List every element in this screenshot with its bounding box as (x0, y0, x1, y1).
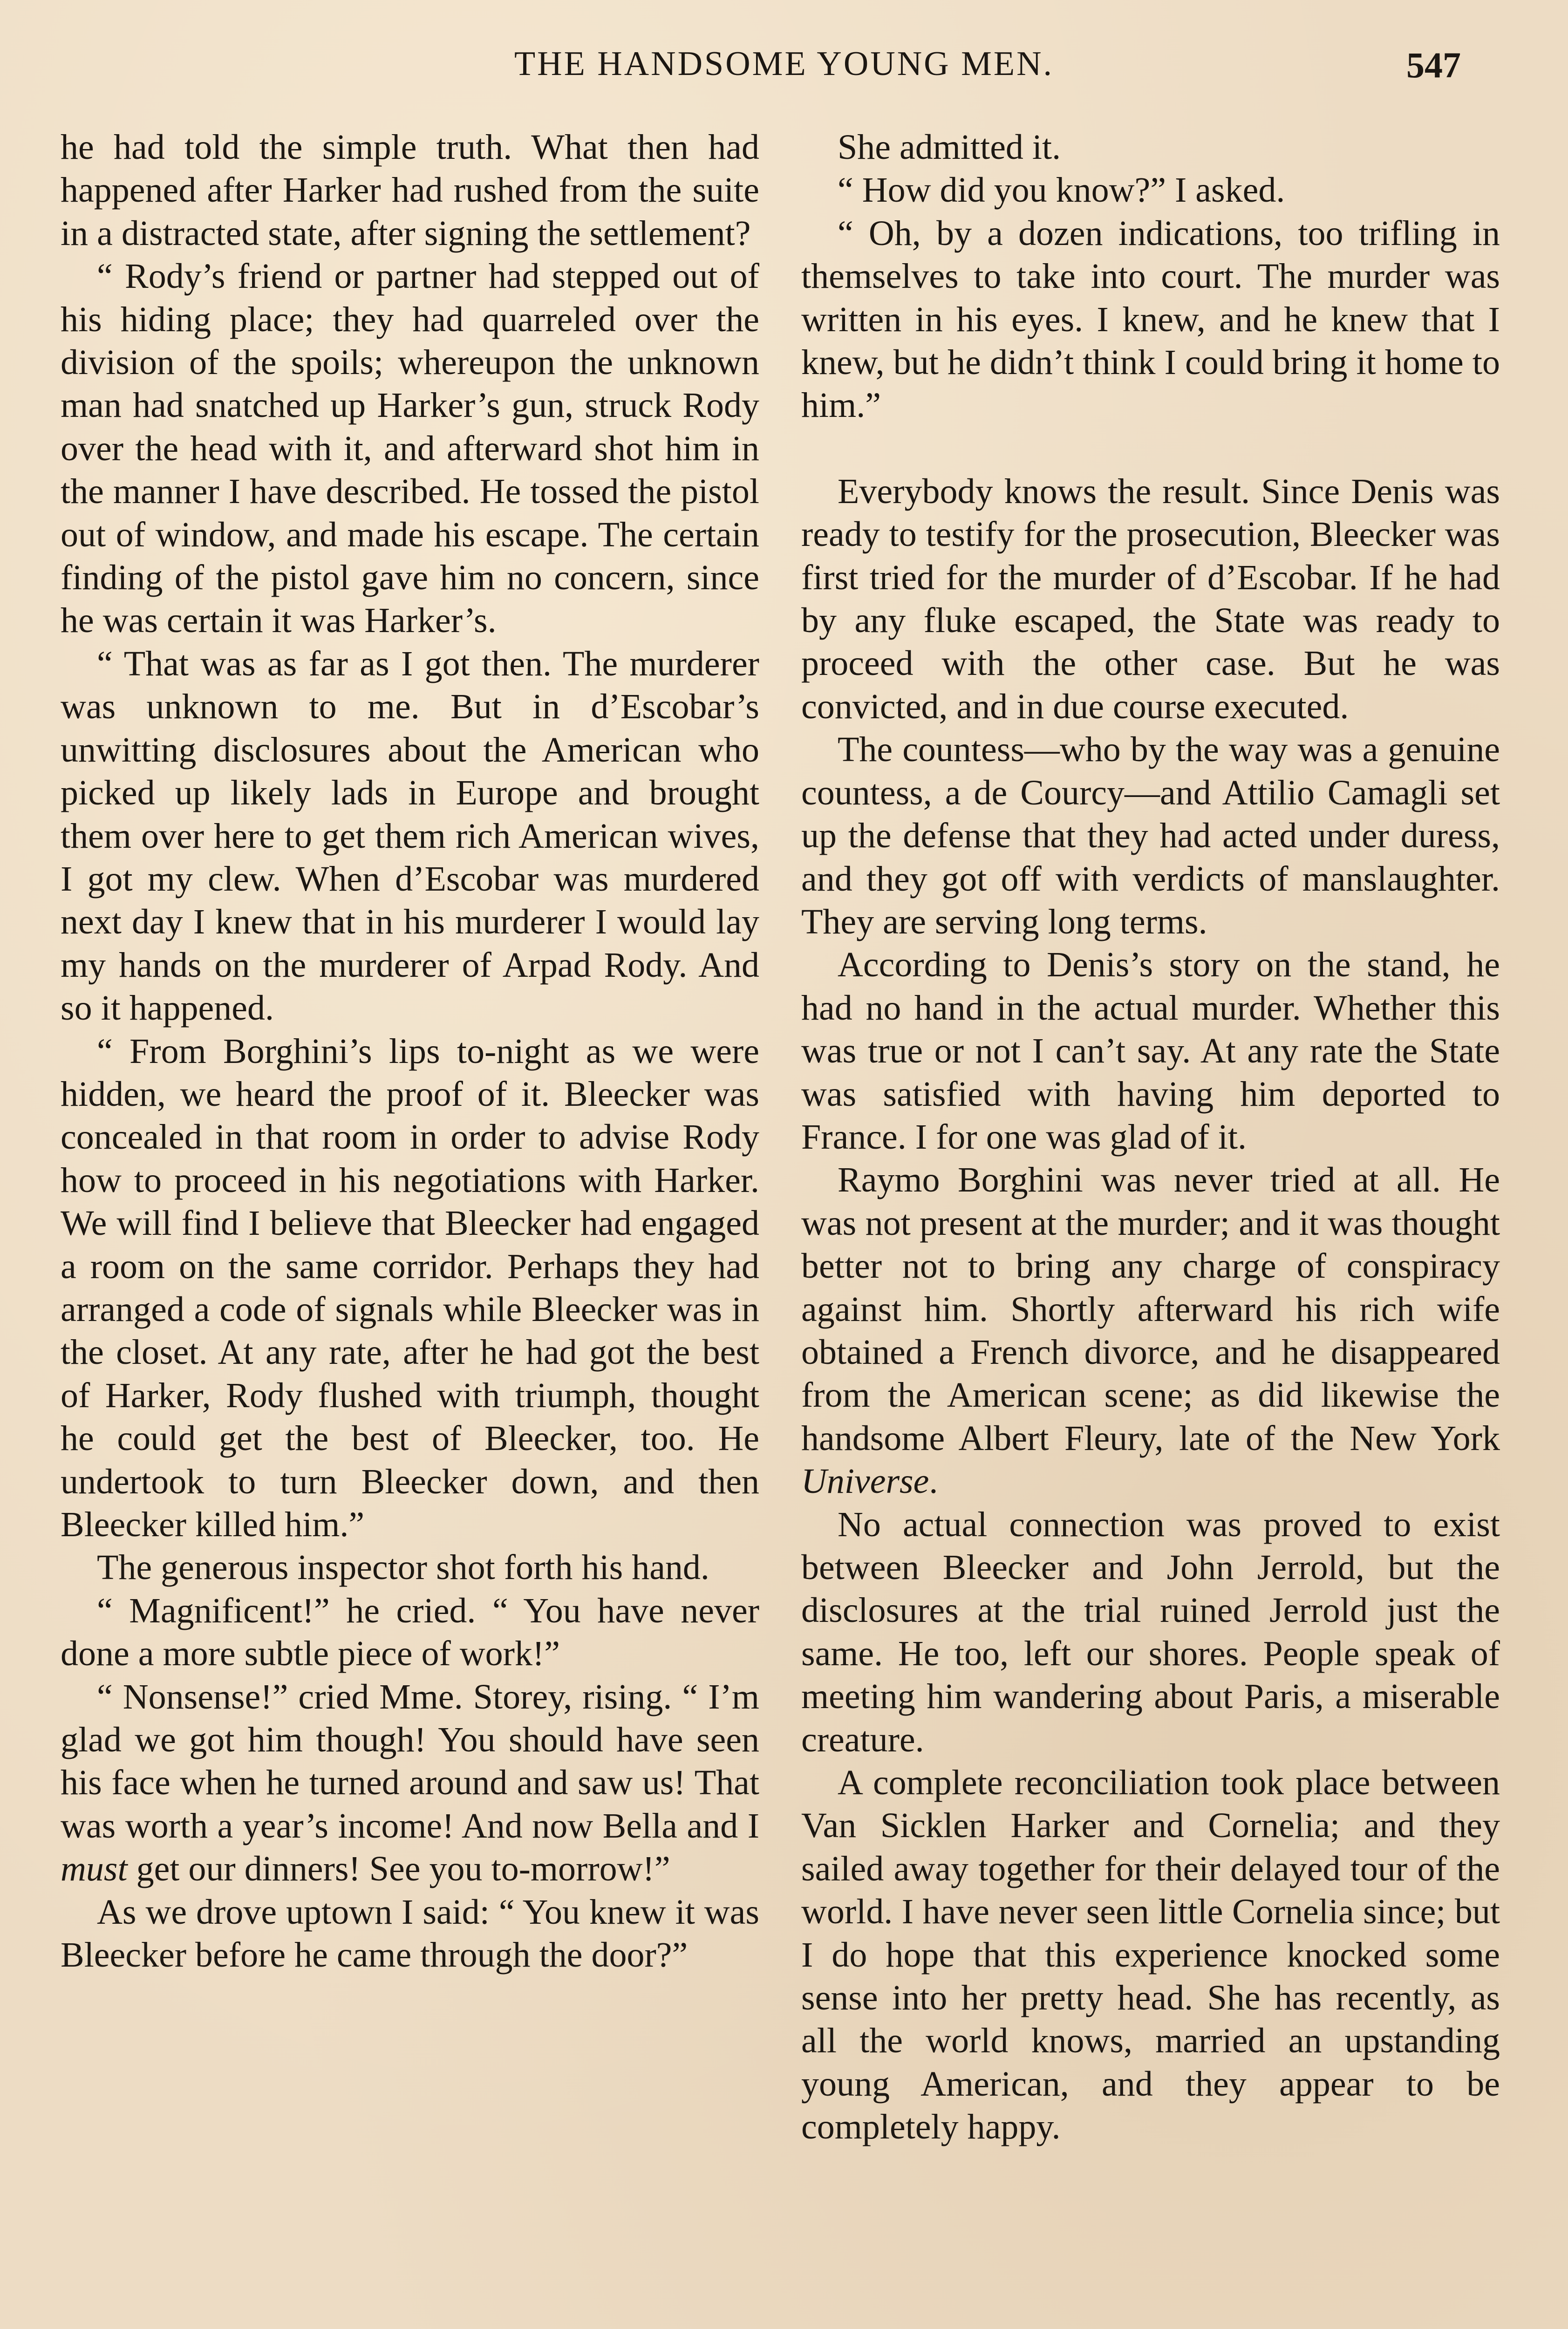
paragraph: “ Magnificent!” he cried. “ You have never done a more subtle piece of work!” (61, 1591, 759, 1674)
emphasis-text: must (61, 1849, 128, 1889)
paragraph: “ That was as far as I got then. The murderer was unknown to me. But in d’Escobar’s unwitting disclosures about the American who picked up likely lads in Europe and brought them over here to get them rich American wives, I got my clew. When d’Escobar was murdered next day I knew that in his murderer I would lay my hands on the murderer of Arpad Rody. And so it happened. (61, 644, 759, 1028)
emphasis-text: Universe (801, 1462, 929, 1501)
text-run: Raymo Borghini was never tried at all. He was not present at the murder; and it was thought better not to bring any charge of conspiracy against him. Shortly afterward his rich wife obtained a French divorce, and he disappeared from the American scene; as did likewise the handsome Albert Fleury, late of the New York (801, 1160, 1500, 1458)
paragraph: A complete reconciliation took place between Van Sicklen Harker and Cornelia; and they sailed away together for their delayed tour of the world. I have never seen little Cornelia since; but I do hope that this experience knocked some sense into her pretty head. She has recently, as all the world knows, married an upstanding young American, and they appear to be completely happy. (801, 1763, 1500, 2147)
right-column (801, 126, 1500, 2329)
paragraph: “ Oh, by a dozen indications, too trifling in themselves to take into court. The murder was written in his eyes. I knew, and he knew that I knew, but he didn’t think I could bring it home to him.” (801, 213, 1500, 425)
paragraph: “ Rody’s friend or partner had stepped out of his hiding place; they had quarreled over the division of the spoils; whereupon the unknown man had snatched up Harker’s gun, struck Rody over the head with it, and afterward shot him in the manner I have described. He tossed the pistol out of window, and made his escape. The certain finding of the pistol gave him no concern, since he was certain it was Harker’s. (61, 257, 759, 640)
page-number: 547 (1406, 45, 1461, 85)
left-column (61, 126, 759, 2329)
paragraph: he had told the simple truth. What then had happened after Harker had rushed from the suite in a distracted state, after signing the settlement? (61, 128, 759, 253)
paragraph: No actual connection was proved to exist between Bleecker and John Jerrold, but the disclosures at the trial ruined Jerrold just the same. He too, left our shores. People speak of meeting him wandering about Paris, a miserable creature. (801, 1505, 1500, 1759)
paragraph: The countess—who by the way was a genuine countess, a de Courcy—and Attilio Camagli set up the defense that they had acted under duress, and they got off with verdicts of manslaughter. They are serving long terms. (801, 730, 1500, 941)
paragraph: “ How did you know?” I asked. (838, 170, 1285, 210)
page-header (61, 44, 1507, 95)
paragraph: She admitted it. (838, 128, 1061, 167)
text-run: get our dinners! See you to-morrow!” (136, 1849, 670, 1889)
paragraph: Raymo Borghini was never tried at all. He was not present at the murder; and it was thought better not to bring any charge of conspiracy against him. Shortly afterward his rich wife obtained a French divorce, and he disappeared from the American scene; as did likewise the handsome Albert Fleury, late of the New York Universe. (801, 1160, 1500, 1501)
paragraph: “ From Borghini’s lips to-night as we were hidden, we heard the proof of it. Bleecker was concealed in that room in order to advise Rody how to proceed in his negotiations with Harker. We will find I believe that Bleecker had engaged a room on the same corridor. Perhaps they had arranged a code of signals while Bleecker was in the closet. At any rate, after he had got the best of Harker, Rody flushed with triumph, thought he could get the best of Bleecker, too. He undertook to turn Bleecker down, and then Bleecker killed him.” (61, 1031, 759, 1544)
running-title: THE HANDSOME YOUNG MEN. (514, 45, 1054, 83)
paragraph: As we drove uptown I said: “ You knew it was Bleecker before he came through the door?” (61, 1892, 759, 1975)
text-run: “ Nonsense!” cried Mme. Storey, rising. “ I’m glad we got him though! You should have seen his face when he turned around and saw us! That was worth a year’s income! And now Bella and I (61, 1677, 759, 1845)
paragraph (61, 1675, 759, 1891)
paragraph: According to Denis’s story on the stand, he had no hand in the actual murder. Whether this was true or not I can’t say. At any rate the State was satisfied with having him deported to France. I for one was glad of it. (801, 945, 1500, 1157)
paragraph: The generous inspector shot forth his hand. (97, 1548, 709, 1587)
paragraph: Everybody knows the result. Since Denis was ready to testify for the prosecution, Bleecker was first tried for the murder of d’Escobar. If he had by any fluke escaped, the State was ready to proceed with the other case. But he was convicted, and in due course executed. (801, 471, 1500, 726)
